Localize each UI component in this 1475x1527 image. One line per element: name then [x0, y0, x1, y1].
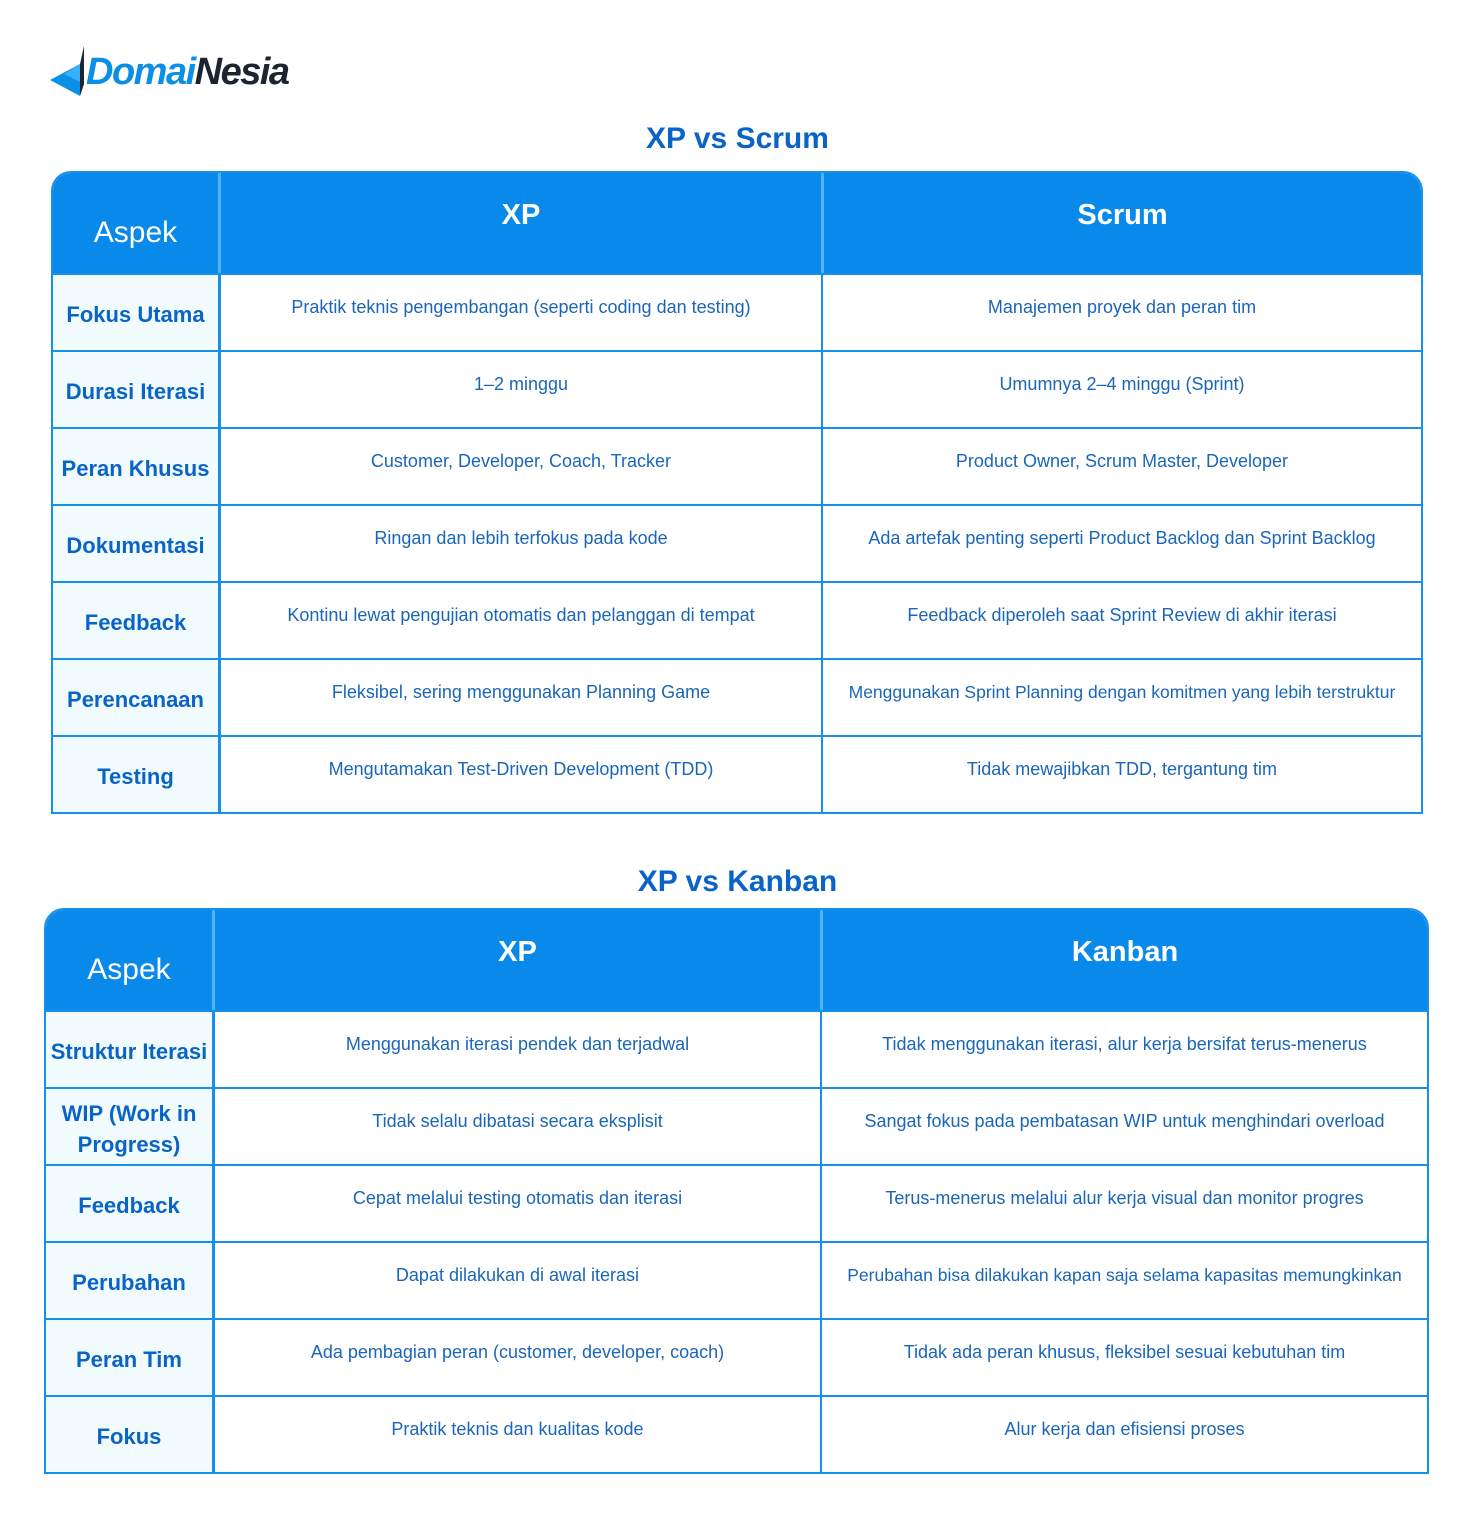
- logo-wordmark-nesia: Nesia: [194, 51, 289, 93]
- aspect-cell: Perubahan: [46, 1243, 212, 1318]
- scrum-cell: Product Owner, Scrum Master, Developer: [821, 429, 1421, 504]
- kanban-cell: Terus-menerus melalui alur kerja visual dan monitor progres: [820, 1166, 1427, 1241]
- table-row: [46, 1010, 1427, 1087]
- aspect-cell: Peran Tim: [46, 1320, 212, 1395]
- comparison-table-kanban: [44, 908, 1429, 1474]
- kanban-cell: Alur kerja dan efisiensi proses: [820, 1397, 1427, 1472]
- table-row: [53, 581, 1421, 658]
- table-row: [53, 735, 1421, 812]
- aspect-cell: Peran Khusus: [53, 429, 218, 504]
- table-row: [46, 1395, 1427, 1472]
- aspect-cell: Perencanaan: [53, 660, 218, 735]
- comparison-table-scrum: [51, 171, 1423, 814]
- kanban-cell: Tidak ada peran khusus, fleksibel sesuai kebutuhan tim: [820, 1320, 1427, 1395]
- aspect-cell: Fokus Utama: [53, 275, 218, 350]
- aspect-cell: Testing: [53, 737, 218, 812]
- logo-wordmark-domai: Domai: [86, 51, 195, 93]
- kanban-cell: Perubahan bisa dilakukan kapan saja selama kapasitas memungkinkan: [820, 1243, 1427, 1318]
- section-title-xp-vs-scrum: XP vs Scrum: [646, 122, 829, 155]
- table-header: [53, 173, 1421, 273]
- xp-cell: Ada pembagian peran (customer, developer, coach): [212, 1320, 820, 1395]
- table-row: [46, 1241, 1427, 1318]
- scrum-cell: Umumnya 2–4 minggu (Sprint): [821, 352, 1421, 427]
- kanban-cell: Sangat fokus pada pembatasan WIP untuk menghindari overload: [820, 1089, 1427, 1164]
- table-header: [46, 910, 1427, 1010]
- section-title-xp-vs-kanban: XP vs Kanban: [637, 865, 838, 898]
- xp-cell: Fleksibel, sering menggunakan Planning Game: [218, 660, 821, 735]
- table-row: [53, 273, 1421, 350]
- brand-logo: [50, 44, 289, 100]
- xp-cell: 1–2 minggu: [218, 352, 821, 427]
- table-row: [53, 350, 1421, 427]
- xp-cell: Customer, Developer, Coach, Tracker: [218, 429, 821, 504]
- scrum-cell: Feedback diperoleh saat Sprint Review di akhir iterasi: [821, 583, 1421, 658]
- header-xp: XP: [218, 173, 821, 273]
- logo-wordmark: [86, 53, 289, 91]
- xp-cell: Ringan dan lebih terfokus pada kode: [218, 506, 821, 581]
- xp-cell: Tidak selalu dibatasi secara eksplisit: [212, 1089, 820, 1164]
- scrum-cell: Ada artefak penting seperti Product Backlog dan Sprint Backlog: [821, 506, 1421, 581]
- header-scrum: Scrum: [821, 173, 1421, 273]
- aspect-cell: Struktur Iterasi: [46, 1012, 212, 1087]
- table-row: [53, 504, 1421, 581]
- header-aspek: Aspek: [87, 953, 171, 986]
- header-aspek: Aspek: [93, 216, 178, 249]
- aspect-cell: Fokus: [46, 1397, 212, 1472]
- table-row: [46, 1318, 1427, 1395]
- aspect-cell: Feedback: [46, 1166, 212, 1241]
- xp-cell: Praktik teknis dan kualitas kode: [212, 1397, 820, 1472]
- header-kanban: Kanban: [820, 910, 1427, 1010]
- scrum-cell: Tidak mewajibkan TDD, tergantung tim: [821, 737, 1421, 812]
- xp-cell: Praktik teknis pengembangan (seperti coding dan testing): [218, 275, 821, 350]
- aspect-cell: Durasi Iterasi: [53, 352, 218, 427]
- scrum-cell: Manajemen proyek dan peran tim: [821, 275, 1421, 350]
- xp-cell: Menggunakan iterasi pendek dan terjadwal: [212, 1012, 820, 1087]
- kanban-cell: Tidak menggunakan iterasi, alur kerja bersifat terus-menerus: [820, 1012, 1427, 1087]
- aspect-cell: Dokumentasi: [53, 506, 218, 581]
- table-row: [53, 427, 1421, 504]
- header-xp: XP: [212, 910, 820, 1010]
- xp-cell: Kontinu lewat pengujian otomatis dan pelanggan di tempat: [218, 583, 821, 658]
- table-row: [53, 658, 1421, 735]
- xp-cell: Cepat melalui testing otomatis dan iterasi: [212, 1166, 820, 1241]
- table-row: [46, 1087, 1427, 1164]
- scrum-cell: Menggunakan Sprint Planning dengan komitmen yang lebih terstruktur: [821, 660, 1421, 735]
- table-row: [46, 1164, 1427, 1241]
- aspect-cell: WIP (Work in Progress): [46, 1089, 212, 1164]
- xp-cell: Mengutamakan Test-Driven Development (TDD): [218, 737, 821, 812]
- logo-arrow-icon: [50, 44, 84, 100]
- xp-cell: Dapat dilakukan di awal iterasi: [212, 1243, 820, 1318]
- aspect-cell: Feedback: [53, 583, 218, 658]
